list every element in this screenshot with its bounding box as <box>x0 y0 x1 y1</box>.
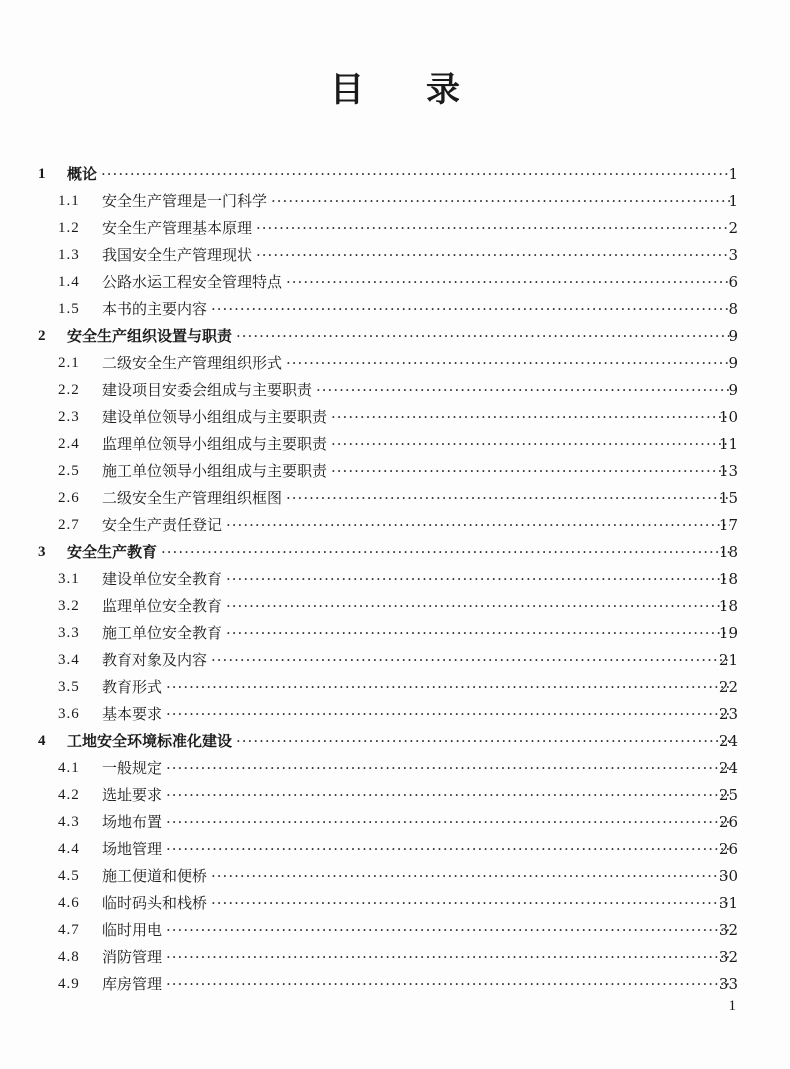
toc-section-entry[interactable] <box>0 296 790 323</box>
leader-dots <box>166 701 730 728</box>
toc-chapter-entry[interactable] <box>0 728 790 755</box>
leader-dots <box>166 674 730 701</box>
leader-dots <box>211 890 730 917</box>
entry-number: 3.4 <box>58 652 80 668</box>
entry-title: 库房管理 <box>102 971 166 998</box>
leader-dots <box>161 539 730 566</box>
leader-dots <box>236 728 730 755</box>
entry-page: 6 <box>728 273 738 291</box>
toc-section-entry[interactable] <box>0 215 790 242</box>
entry-number: 2.7 <box>58 517 80 533</box>
entry-title: 教育对象及内容 <box>102 647 211 674</box>
leader-dots <box>286 269 730 296</box>
entry-label <box>102 242 730 269</box>
entry-label <box>102 485 730 512</box>
entry-page: 1 <box>728 192 738 210</box>
entry-number: 2.3 <box>58 409 80 425</box>
entry-number: 3.3 <box>58 625 80 641</box>
toc-section-entry[interactable] <box>0 242 790 269</box>
entry-label <box>102 188 730 215</box>
toc-section-entry[interactable] <box>0 269 790 296</box>
entry-title: 概论 <box>67 161 101 188</box>
toc-section-entry[interactable] <box>0 917 790 944</box>
toc-section-entry[interactable] <box>0 809 790 836</box>
toc-section-entry[interactable] <box>0 755 790 782</box>
entry-number: 4.5 <box>58 868 80 884</box>
entry-label <box>102 701 730 728</box>
entry-label <box>102 404 730 431</box>
entry-page: 18 <box>718 543 738 561</box>
entry-number: 1.2 <box>58 220 80 236</box>
toc-section-entry[interactable] <box>0 566 790 593</box>
leader-dots <box>211 296 730 323</box>
leader-dots <box>211 863 730 890</box>
leader-dots <box>166 782 730 809</box>
toc-section-entry[interactable] <box>0 350 790 377</box>
entry-title: 场地管理 <box>102 836 166 863</box>
leader-dots <box>226 593 730 620</box>
entry-page: 2 <box>728 219 738 237</box>
entry-title: 选址要求 <box>102 782 166 809</box>
leader-dots <box>166 971 730 998</box>
leader-dots <box>271 188 730 215</box>
entry-label <box>67 323 730 350</box>
entry-label <box>102 944 730 971</box>
entry-label <box>102 836 730 863</box>
entry-label <box>102 620 730 647</box>
leader-dots <box>331 404 730 431</box>
toc-section-entry[interactable] <box>0 620 790 647</box>
entry-title: 施工单位领导小组组成与主要职责 <box>102 458 331 485</box>
toc-section-entry[interactable] <box>0 674 790 701</box>
entry-label <box>102 917 730 944</box>
entry-page: 32 <box>718 921 738 939</box>
entry-title: 安全生产管理基本原理 <box>102 215 256 242</box>
entry-title: 工地安全环境标准化建设 <box>67 728 236 755</box>
entry-page: 9 <box>728 354 738 372</box>
entry-page: 15 <box>718 489 738 507</box>
entry-label <box>102 593 730 620</box>
entry-number: 4.8 <box>58 949 80 965</box>
entry-label <box>102 674 730 701</box>
entry-title: 公路水运工程安全管理特点 <box>102 269 286 296</box>
entry-title: 安全生产管理是一门科学 <box>102 188 271 215</box>
toc-chapter-entry[interactable] <box>0 161 790 188</box>
entry-label <box>102 350 730 377</box>
entry-title: 消防管理 <box>102 944 166 971</box>
leader-dots <box>166 755 730 782</box>
leader-dots <box>286 485 730 512</box>
entry-number: 1.1 <box>58 193 80 209</box>
leader-dots <box>166 809 730 836</box>
page-title-left: 目 <box>330 70 364 110</box>
entry-page: 30 <box>718 867 738 885</box>
page-title-right: 录 <box>426 70 460 110</box>
toc-section-entry[interactable] <box>0 188 790 215</box>
entry-page: 25 <box>718 786 738 804</box>
entry-page: 13 <box>718 462 738 480</box>
entry-title: 安全生产责任登记 <box>102 512 226 539</box>
entry-page: 24 <box>718 732 738 750</box>
entry-page: 1 <box>728 165 738 183</box>
page-number: 1 <box>728 998 736 1014</box>
entry-label <box>102 890 730 917</box>
entry-page: 22 <box>718 678 738 696</box>
entry-title: 施工单位安全教育 <box>102 620 226 647</box>
entry-label <box>102 782 730 809</box>
entry-number: 4.4 <box>58 841 80 857</box>
toc-section-entry[interactable] <box>0 701 790 728</box>
entry-title: 临时用电 <box>102 917 166 944</box>
entry-label <box>102 647 730 674</box>
entry-title: 场地布置 <box>102 809 166 836</box>
toc-section-entry[interactable] <box>0 836 790 863</box>
leader-dots <box>316 377 730 404</box>
entry-page: 18 <box>718 570 738 588</box>
entry-title: 监理单位安全教育 <box>102 593 226 620</box>
entry-page: 31 <box>718 894 738 912</box>
entry-number: 1 <box>38 166 46 182</box>
entry-number: 4 <box>38 733 46 749</box>
leader-dots <box>331 458 730 485</box>
entry-label <box>102 809 730 836</box>
page-title <box>0 62 790 111</box>
entry-label <box>102 431 730 458</box>
entry-title: 教育形式 <box>102 674 166 701</box>
entry-page: 11 <box>718 435 738 453</box>
toc-chapter-entry[interactable] <box>0 323 790 350</box>
entry-label <box>67 728 730 755</box>
entry-page: 10 <box>718 408 738 426</box>
entry-number: 2.4 <box>58 436 80 452</box>
entry-number: 3.6 <box>58 706 80 722</box>
leader-dots <box>166 917 730 944</box>
toc-section-entry[interactable] <box>0 971 790 998</box>
entry-title: 安全生产组织设置与职责 <box>67 323 236 350</box>
entry-number: 4.9 <box>58 976 80 992</box>
entry-label <box>102 458 730 485</box>
entry-number: 4.2 <box>58 787 80 803</box>
toc-section-entry[interactable] <box>0 377 790 404</box>
entry-title: 监理单位领导小组组成与主要职责 <box>102 431 331 458</box>
entry-label <box>102 863 730 890</box>
leader-dots <box>226 512 730 539</box>
entry-title: 临时码头和栈桥 <box>102 890 211 917</box>
entry-title: 我国安全生产管理现状 <box>102 242 256 269</box>
toc-section-entry[interactable] <box>0 485 790 512</box>
entry-number: 1.5 <box>58 301 80 317</box>
entry-title: 建设单位安全教育 <box>102 566 226 593</box>
entry-number: 3.1 <box>58 571 80 587</box>
toc-section-entry[interactable] <box>0 944 790 971</box>
entry-page: 23 <box>718 705 738 723</box>
entry-number: 3.5 <box>58 679 80 695</box>
entry-number: 4.6 <box>58 895 80 911</box>
leader-dots <box>226 566 730 593</box>
entry-label <box>102 755 730 782</box>
entry-number: 3 <box>38 544 46 560</box>
leader-dots <box>236 323 730 350</box>
entry-label <box>102 566 730 593</box>
entry-title: 建设单位领导小组组成与主要职责 <box>102 404 331 431</box>
entry-number: 1.3 <box>58 247 80 263</box>
entry-number: 4.3 <box>58 814 80 830</box>
leader-dots <box>211 647 730 674</box>
entry-number: 3.2 <box>58 598 80 614</box>
entry-number: 2.6 <box>58 490 80 506</box>
entry-number: 1.4 <box>58 274 80 290</box>
entry-number: 4.7 <box>58 922 80 938</box>
entry-page: 26 <box>718 813 738 831</box>
leader-dots <box>286 350 730 377</box>
entry-title: 本书的主要内容 <box>102 296 211 323</box>
entry-label <box>67 161 730 188</box>
entry-number: 2.1 <box>58 355 80 371</box>
entry-number: 2.2 <box>58 382 80 398</box>
table-of-contents <box>0 161 790 998</box>
entry-page: 33 <box>718 975 738 993</box>
entry-page: 24 <box>718 759 738 777</box>
toc-section-entry[interactable] <box>0 593 790 620</box>
entry-page: 26 <box>718 840 738 858</box>
entry-page: 21 <box>718 651 738 669</box>
entry-label <box>102 296 730 323</box>
entry-page: 32 <box>718 948 738 966</box>
leader-dots <box>226 620 730 647</box>
toc-section-entry[interactable] <box>0 431 790 458</box>
entry-page: 3 <box>728 246 738 264</box>
entry-title: 施工便道和便桥 <box>102 863 211 890</box>
entry-title: 一般规定 <box>102 755 166 782</box>
entry-label <box>102 971 730 998</box>
toc-chapter-entry[interactable] <box>0 539 790 566</box>
entry-title: 二级安全生产管理组织形式 <box>102 350 286 377</box>
entry-page: 9 <box>728 327 738 345</box>
entry-page: 8 <box>728 300 738 318</box>
leader-dots <box>256 242 730 269</box>
toc-section-entry[interactable] <box>0 863 790 890</box>
entry-number: 2 <box>38 328 46 344</box>
entry-title: 基本要求 <box>102 701 166 728</box>
leader-dots <box>166 944 730 971</box>
entry-page: 9 <box>728 381 738 399</box>
leader-dots <box>331 431 730 458</box>
entry-title: 安全生产教育 <box>67 539 161 566</box>
entry-page: 17 <box>718 516 738 534</box>
leader-dots <box>166 836 730 863</box>
toc-section-entry[interactable] <box>0 782 790 809</box>
entry-label <box>102 215 730 242</box>
leader-dots <box>101 161 730 188</box>
entry-label <box>67 539 730 566</box>
entry-number: 2.5 <box>58 463 80 479</box>
entry-title: 建设项目安委会组成与主要职责 <box>102 377 316 404</box>
toc-section-entry[interactable] <box>0 647 790 674</box>
toc-section-entry[interactable] <box>0 890 790 917</box>
entry-label <box>102 377 730 404</box>
entry-page: 19 <box>718 624 738 642</box>
toc-section-entry[interactable] <box>0 458 790 485</box>
entry-label <box>102 269 730 296</box>
leader-dots <box>256 215 730 242</box>
entry-title: 二级安全生产管理组织框图 <box>102 485 286 512</box>
toc-section-entry[interactable] <box>0 512 790 539</box>
toc-section-entry[interactable] <box>0 404 790 431</box>
entry-number: 4.1 <box>58 760 80 776</box>
entry-page: 18 <box>718 597 738 615</box>
entry-label <box>102 512 730 539</box>
